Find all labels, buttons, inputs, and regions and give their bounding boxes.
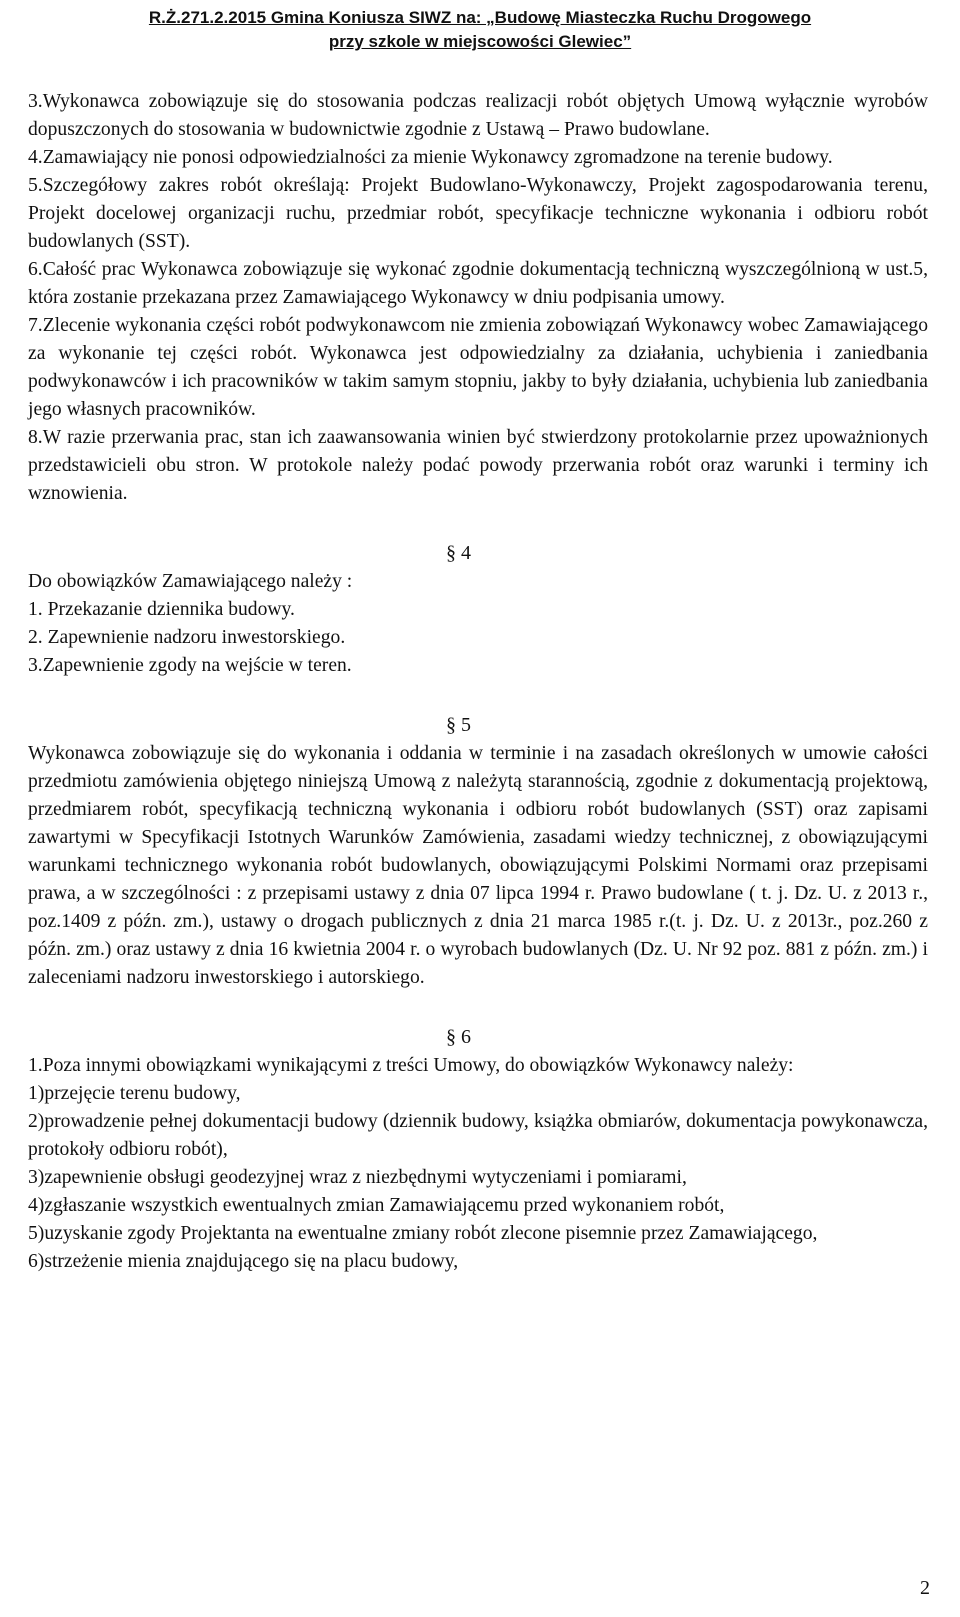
section-5-heading: § 5 bbox=[446, 714, 471, 736]
section-4-intro: Do obowiązków Zamawiającego należy : bbox=[28, 571, 353, 592]
page-number: 2 bbox=[920, 1577, 930, 1599]
header-line-1: R.Ż.271.2.2015 Gmina Koniusza SIWZ na: „Budowę Miasteczka Ruchu Drogowego bbox=[148, 8, 812, 27]
list-item: 3.Zapewnienie zgody na wejście w teren. bbox=[28, 655, 352, 676]
list-item: 5)uzyskanie zgody Projektanta na ewentualne zmiany robót zlecone pisemnie przez Zamawiającego, bbox=[28, 1223, 818, 1244]
list-item: 2. Zapewnienie nadzoru inwestorskiego. bbox=[28, 627, 346, 648]
section-4-heading: § 4 bbox=[446, 542, 471, 564]
header-line-2: przy szkole w miejscowości Glewiec” bbox=[328, 32, 632, 51]
list-item: 6)strzeżenie mienia znajdującego się na placu budowy, bbox=[28, 1251, 459, 1272]
section-5-text: Wykonawca zobowiązuje się do wykonania i oddania w terminie i na zasadach określonych w umowie całości przedmiotu zamówienia objętego niniejszą Umową z należytą starannością, zgodnie z dokumentacją projektową, przedmiarem robót, specyfikacją techniczną wykonania i odbioru robót budowlanych (SST) oraz zapisami zawartymi w Specyfikacji Istotnych Warunków Zamówienia, zasadami wiedzy technicznej, z obowiązującymi warunkami technicznego wykonania robót budowlanych, obowiązującymi Polskimi Normami oraz przepisami prawa, a w szczególności : z przepisami ustawy z dnia 07 lipca 1994 r. Prawo budowlane ( t. j. Dz. U. z 2013 r., poz.1409 z późn. zm.), ustawy o drogach publicznych z dnia 21 marca 1985 r.(t. j. Dz. U. z 2013r., poz.260 z późn. zm.) oraz ustawy z dnia 16 kwietnia 2004 r. o wyrobach budowlanych (Dz. U. Nr 92 poz. 881 z późn. zm.) i zaleceniami nadzoru inwestorskiego i autorskiego. bbox=[28, 743, 928, 988]
paragraph-8: 8.W razie przerwania prac, stan ich zaawansowania winien być stwierdzony protokolarnie przez upoważnionych przedstawicieli obu stron. W protokole należy podać powody przerwania robót oraz warunki i terminy ich wznowienia. bbox=[28, 427, 928, 504]
list-item: 1. Przekazanie dziennika budowy. bbox=[28, 599, 295, 620]
page-header bbox=[0, 6, 960, 54]
list-item: 4)zgłaszanie wszystkich ewentualnych zmian Zamawiającemu przed wykonaniem robót, bbox=[28, 1195, 725, 1216]
paragraph-4: 4.Zamawiający nie ponosi odpowiedzialności za mienie Wykonawcy zgromadzone na terenie budowy. bbox=[28, 147, 833, 168]
document-body bbox=[28, 88, 928, 1276]
paragraph-3: 3.Wykonawca zobowiązuje się do stosowania podczas realizacji robót objętych Umową wyłącznie wyrobów dopuszczonych do stosowania w budownictwie zgodnie z Ustawą – Prawo budowlane. bbox=[28, 91, 928, 140]
list-item: 2)prowadzenie pełnej dokumentacji budowy (dziennik budowy, książka obmiarów, dokumentacja powykonawcza, protokoły odbioru robót), bbox=[28, 1111, 928, 1160]
section-6-heading: § 6 bbox=[446, 1026, 471, 1048]
paragraph-7: 7.Zlecenie wykonania części robót podwykonawcom nie zmienia zobowiązań Wykonawcy wobec Zamawiającego za wykonanie tej części robót. Wykonawca jest odpowiedzialny za działania, uchybienia i zaniedbania podwykonawców i ich pracowników w takim samym stopniu, jakby to były działania, uchybienia lub zaniedbania jego własnych pracowników. bbox=[28, 315, 928, 420]
list-item: 3)zapewnienie obsługi geodezyjnej wraz z niezbędnymi wytyczeniami i pomiarami, bbox=[28, 1167, 687, 1188]
list-item: 1)przejęcie terenu budowy, bbox=[28, 1083, 241, 1104]
paragraph-5: 5.Szczegółowy zakres robót określają: Projekt Budowlano-Wykonawczy, Projekt zagospodarowania terenu, Projekt docelowej organizacji ruchu, przedmiar robót, specyfikacje techniczne wykonania i odbioru robót budowlanych (SST). bbox=[28, 175, 928, 252]
section-6-intro: 1.Poza innymi obowiązkami wynikającymi z treści Umowy, do obowiązków Wykonawcy należy: bbox=[28, 1055, 794, 1076]
paragraph-6: 6.Całość prac Wykonawca zobowiązuje się wykonać zgodnie dokumentacją techniczną wyszczególnioną w ust.5, która zostanie przekazana przez Zamawiającego Wykonawcy w dniu podpisania umowy. bbox=[28, 259, 928, 308]
